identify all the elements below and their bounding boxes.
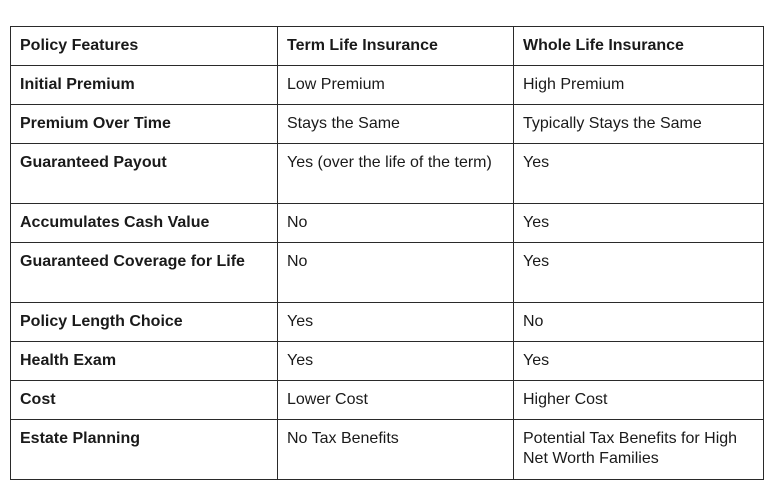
whole-cell: Yes — [514, 204, 764, 243]
table-row — [11, 381, 764, 420]
table-row — [11, 303, 764, 342]
whole-cell: Potential Tax Benefits for High Net Worth Families — [514, 420, 764, 480]
header-policy-features: Policy Features — [11, 27, 278, 66]
row-label: Policy Length Choice — [11, 303, 278, 342]
header-term-life: Term Life Insurance — [278, 27, 514, 66]
table-row — [11, 105, 764, 144]
term-cell: Yes — [278, 303, 514, 342]
comparison-table-container — [10, 26, 763, 480]
row-label: Premium Over Time — [11, 105, 278, 144]
whole-cell: Typically Stays the Same — [514, 105, 764, 144]
whole-cell: Yes — [514, 243, 764, 303]
row-label: Health Exam — [11, 342, 278, 381]
term-cell: Yes (over the life of the term) — [278, 144, 514, 204]
term-cell: No — [278, 243, 514, 303]
whole-cell: Higher Cost — [514, 381, 764, 420]
row-label: Accumulates Cash Value — [11, 204, 278, 243]
term-cell: No — [278, 204, 514, 243]
whole-cell: No — [514, 303, 764, 342]
term-cell: No Tax Benefits — [278, 420, 514, 480]
row-label: Guaranteed Coverage for Life — [11, 243, 278, 303]
whole-cell: Yes — [514, 342, 764, 381]
table-row — [11, 342, 764, 381]
row-label: Initial Premium — [11, 66, 278, 105]
term-cell: Low Premium — [278, 66, 514, 105]
table-row — [11, 66, 764, 105]
header-whole-life: Whole Life Insurance — [514, 27, 764, 66]
table-row — [11, 204, 764, 243]
table-row — [11, 144, 764, 204]
table-row — [11, 243, 764, 303]
whole-cell: Yes — [514, 144, 764, 204]
row-label: Cost — [11, 381, 278, 420]
term-cell: Yes — [278, 342, 514, 381]
term-cell: Lower Cost — [278, 381, 514, 420]
table-row — [11, 420, 764, 480]
row-label: Estate Planning — [11, 420, 278, 480]
term-cell: Stays the Same — [278, 105, 514, 144]
table-header-row — [11, 27, 764, 66]
row-label: Guaranteed Payout — [11, 144, 278, 204]
comparison-table — [10, 26, 764, 480]
whole-cell: High Premium — [514, 66, 764, 105]
